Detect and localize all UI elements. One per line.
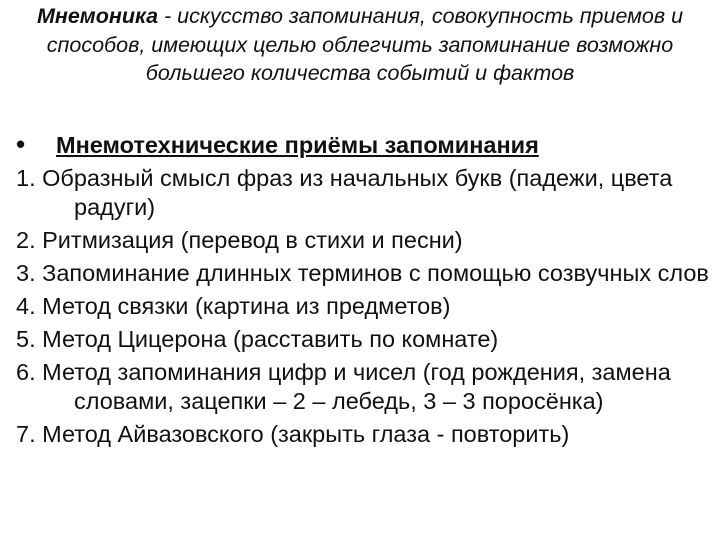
list-item-6: 6. Метод запоминания цифр и чисел (год рождения, замена словами, зацепки – 2 – лебедь, 3 – 3 поросёнка): [16, 359, 671, 414]
list-item-4: 4. Метод связки (картина из предметов): [16, 293, 451, 319]
intro-paragraph: [30, 2, 690, 88]
intro-term: Мнемоника: [36, 4, 159, 28]
list-item-7: 7. Метод Айвазовского (закрыть глаза - повторить): [16, 421, 570, 447]
techniques-list: [16, 130, 716, 453]
list-item-1: 1. Образный смысл фраз из начальных букв (падежи, цвета радуги): [16, 165, 673, 220]
list-heading-label: Мнемотехнические приёмы запоминания: [56, 132, 539, 158]
list-heading: [16, 130, 716, 160]
intro-definition: - искусство запоминания, совокупность приемов и способов, имеющих целью облегчить запоминание возможно большего количества событий и фактов: [46, 4, 684, 85]
list-item-3: 3. Запоминание длинных терминов с помощью созвучных слов: [16, 260, 709, 286]
list-item-2: 2. Ритмизация (перевод в стихи и песни): [16, 227, 463, 253]
list-item-5: 5. Метод Цицерона (расставить по комнате): [16, 326, 499, 352]
bullet-icon: •: [16, 129, 26, 159]
